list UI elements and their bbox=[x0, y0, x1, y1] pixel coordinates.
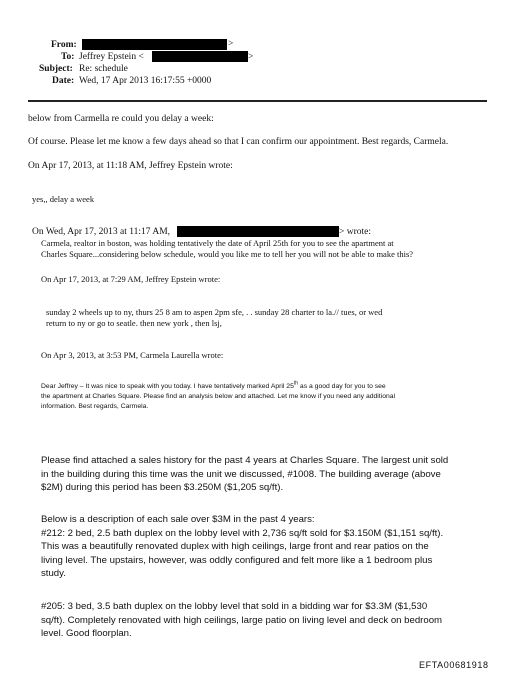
header-from-label: From: bbox=[51, 40, 77, 50]
body-line: On Apr 3, 2013, at 3:53 PM, Carmela Laurella wrote: bbox=[41, 350, 224, 360]
body-line: Of course. Please let me know a few days ahead so that I can confirm our appointment. Best regards, Carmela. bbox=[28, 137, 449, 147]
body-line: the apartment at Charles Square. Please find an analysis below and attached. Let me know if you need any additional bbox=[41, 393, 396, 400]
body-line: > wrote: bbox=[339, 227, 372, 237]
body-line: On Wed, Apr 17, 2013 at 11:17 AM, bbox=[32, 227, 171, 237]
body-line: below from Carmella re could you delay a week: bbox=[28, 114, 214, 124]
body-line: return to ny or go to seatle. then new york , then lsj, bbox=[46, 318, 222, 328]
body-line: Dear Jeffrey – It was nice to speak with you today. I have tentatively marked April 25th as a good day for you to see bbox=[41, 380, 386, 390]
body-line: information. Best regards, Carmela. bbox=[41, 403, 149, 410]
header-subject-label: Subject: bbox=[39, 64, 73, 74]
header-subject-value: Re: schedule bbox=[79, 64, 128, 74]
body-line: On Apr 17, 2013, at 11:18 AM, Jeffrey Epstein wrote: bbox=[28, 161, 233, 171]
header-date-value: Wed, 17 Apr 2013 16:17:55 +0000 bbox=[79, 76, 212, 86]
redaction-bar bbox=[177, 226, 339, 237]
body-line: Charles Square...considering below schedule, would you like me to tell her you will not be able to make this? bbox=[41, 249, 414, 259]
header-date-label: Date: bbox=[52, 76, 75, 86]
header-to-value: Jeffrey Epstein < bbox=[79, 52, 144, 62]
body-line: On Apr 17, 2013, at 7:29 AM, Jeffrey Epstein wrote: bbox=[41, 274, 221, 284]
header-to-label: To: bbox=[61, 52, 75, 62]
body-line: yes,, delay a week bbox=[32, 194, 95, 204]
body-line: sunday 2 wheels up to ny, thurs 25 8 am to aspen 2pm sfe, . . sunday 28 charter to la.// tues, or wed bbox=[46, 307, 383, 317]
header-to-close: > bbox=[248, 52, 254, 62]
body-paragraph: #205: 3 bed, 3.5 bath duplex on the lobby level that sold in a bidding war for $3.3M ($1,530 sq/ft). Completely renovated with high ceilings, large patio on living level and deck on bedroom level. Good floorplan. bbox=[41, 601, 443, 639]
document-id: EFTA00681918 bbox=[419, 660, 489, 670]
redaction-bar bbox=[82, 39, 227, 50]
body-paragraph: Below is a description of each sale over $3M in the past 4 years: #212: 2 bed, 2.5 bath duplex on the lobby level with 2,736 sq/ft sold for $3.150M ($1,151 sq/ft). This was a beautifully renovated duplex with high ceilings, large front and rear patios on the living level. The upstairs, however, was oddly configured and felt more like a 1 bedroom plus study. bbox=[41, 514, 444, 579]
header-from-close: > bbox=[228, 39, 234, 49]
redaction-bar bbox=[152, 51, 248, 62]
header-divider bbox=[28, 100, 487, 102]
body-paragraph: Please find attached a sales history for the past 4 years at Charles Square. The largest unit sold in the building during this time was the unit we discussed, #1008. The building average (above $2M) during this period has been $3.250M ($1,205 sq/ft). bbox=[41, 455, 449, 493]
body-line: Carmela, realtor in boston, was holding tentatively the date of April 25th for you to see the apartment at bbox=[41, 238, 394, 248]
